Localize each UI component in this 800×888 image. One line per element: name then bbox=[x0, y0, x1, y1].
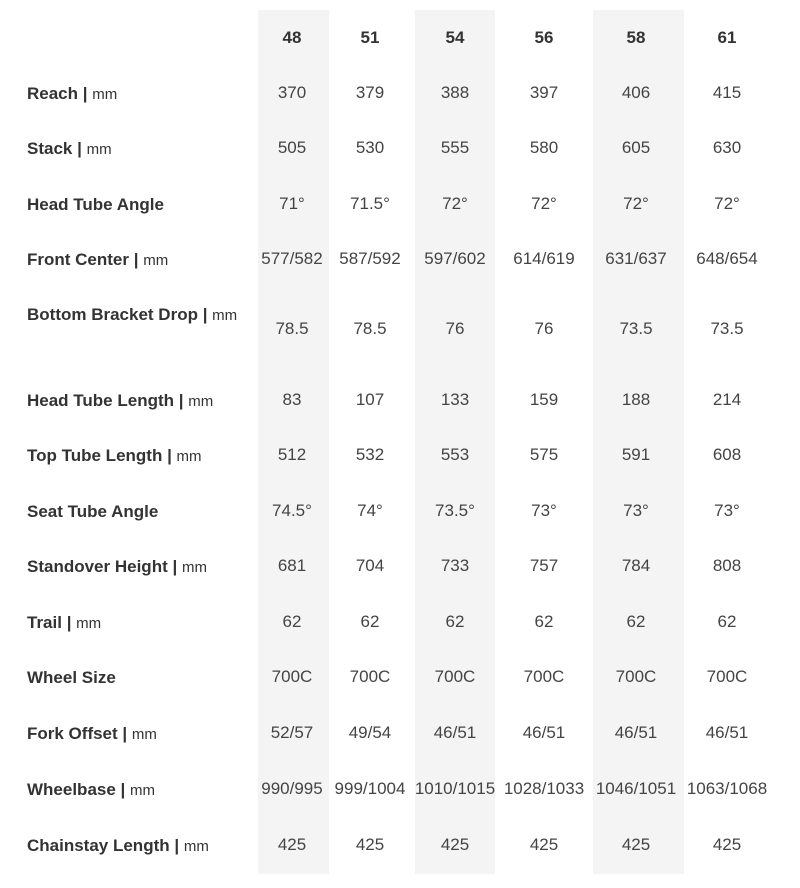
table-cell: 62 bbox=[282, 612, 302, 631]
row-label bbox=[27, 245, 242, 276]
size-header-54: 54 bbox=[445, 28, 465, 47]
row-label-name: Bottom Bracket Drop bbox=[27, 305, 198, 324]
size-header-48: 48 bbox=[282, 28, 302, 47]
table-cell: 614/619 bbox=[513, 249, 575, 268]
table-cell: 76 bbox=[534, 319, 554, 338]
row-label bbox=[27, 552, 242, 583]
table-cell: 83 bbox=[282, 390, 302, 409]
row-label-name: Head Tube Length bbox=[27, 391, 175, 410]
table-cell: 608 bbox=[712, 445, 742, 464]
row-label-unit: mm bbox=[131, 726, 157, 743]
table-cell: 73.5 bbox=[619, 319, 653, 338]
row-label-name: Fork Offset bbox=[27, 724, 118, 743]
row-label-name: Seat Tube Angle bbox=[27, 502, 159, 521]
table-cell: 379 bbox=[355, 83, 385, 102]
table-cell: 62 bbox=[360, 612, 380, 631]
table-cell: 555 bbox=[440, 138, 470, 157]
table-cell: 62 bbox=[534, 612, 554, 631]
table-cell: 49/54 bbox=[348, 723, 392, 742]
table-cell: 700C bbox=[271, 667, 313, 686]
table-cell: 577/582 bbox=[261, 249, 323, 268]
row-label-separator: | bbox=[162, 446, 177, 465]
row-label-unit: mm bbox=[76, 615, 102, 632]
table-cell: 388 bbox=[440, 83, 470, 102]
table-cell: 1010/1015 bbox=[414, 779, 496, 798]
table-cell: 553 bbox=[440, 445, 470, 464]
row-label-unit: mm bbox=[183, 838, 209, 855]
table-cell: 73.5 bbox=[710, 319, 744, 338]
table-cell: 784 bbox=[621, 556, 651, 575]
table-cell: 73° bbox=[623, 501, 649, 520]
table-cell: 62 bbox=[626, 612, 646, 631]
table-cell: 808 bbox=[712, 556, 742, 575]
table-cell: 73° bbox=[714, 501, 740, 520]
table-cell: 580 bbox=[529, 138, 559, 157]
row-label-separator: | bbox=[61, 613, 77, 632]
table-cell: 505 bbox=[277, 138, 307, 157]
table-cell: 62 bbox=[445, 612, 465, 631]
row-label bbox=[27, 775, 242, 806]
table-cell: 73.5° bbox=[435, 501, 475, 520]
table-cell: 605 bbox=[621, 138, 651, 157]
row-label bbox=[27, 663, 242, 693]
table-cell: 648/654 bbox=[696, 249, 758, 268]
row-label-name: Wheel Size bbox=[27, 668, 116, 687]
table-cell: 133 bbox=[440, 390, 470, 409]
table-cell: 406 bbox=[621, 83, 651, 102]
row-label bbox=[27, 300, 242, 331]
row-label bbox=[27, 497, 242, 527]
table-cell: 72° bbox=[442, 194, 468, 213]
row-label bbox=[27, 831, 242, 862]
row-label bbox=[27, 134, 242, 165]
table-cell: 46/51 bbox=[705, 723, 749, 742]
table-cell: 591 bbox=[621, 445, 651, 464]
table-cell: 1063/1068 bbox=[686, 779, 768, 798]
row-label-name: Chainstay Length bbox=[27, 836, 170, 855]
row-label-unit: mm bbox=[92, 86, 118, 103]
table-cell: 597/602 bbox=[424, 249, 486, 268]
table-cell: 425 bbox=[529, 835, 559, 854]
row-label-separator: | bbox=[78, 84, 93, 103]
table-cell: 76 bbox=[445, 319, 465, 338]
row-label-separator: | bbox=[115, 780, 131, 799]
row-label-name: Reach bbox=[27, 84, 79, 103]
row-label-name: Top Tube Length bbox=[27, 446, 163, 465]
table-cell: 52/57 bbox=[270, 723, 314, 742]
table-cell: 71.5° bbox=[350, 194, 390, 213]
table-cell: 370 bbox=[277, 83, 307, 102]
table-cell: 700C bbox=[706, 667, 748, 686]
row-label-separator: | bbox=[174, 391, 189, 410]
row-label-name: Front Center bbox=[27, 250, 129, 269]
row-label bbox=[27, 190, 242, 220]
size-header-56: 56 bbox=[534, 28, 554, 47]
table-cell: 700C bbox=[615, 667, 657, 686]
table-cell: 188 bbox=[621, 390, 651, 409]
table-cell: 74° bbox=[357, 501, 383, 520]
row-label-separator: | bbox=[167, 557, 182, 576]
table-cell: 425 bbox=[277, 835, 307, 854]
row-label-separator: | bbox=[117, 724, 132, 743]
table-cell: 74.5° bbox=[272, 501, 312, 520]
table-cell: 397 bbox=[529, 83, 559, 102]
row-label-name: Stack bbox=[27, 139, 73, 158]
table-cell: 1028/1033 bbox=[503, 779, 585, 798]
table-cell: 72° bbox=[714, 194, 740, 213]
table-cell: 46/51 bbox=[614, 723, 658, 742]
table-cell: 1046/1051 bbox=[595, 779, 677, 798]
table-cell: 107 bbox=[355, 390, 385, 409]
row-label-unit: mm bbox=[86, 141, 112, 158]
table-cell: 415 bbox=[712, 83, 742, 102]
row-label-name: Standover Height bbox=[27, 557, 168, 576]
table-cell: 73° bbox=[531, 501, 557, 520]
row-label-unit: mm bbox=[181, 559, 207, 576]
table-cell: 78.5 bbox=[353, 319, 387, 338]
row-label bbox=[27, 79, 242, 110]
table-cell: 46/51 bbox=[433, 723, 477, 742]
table-cell: 62 bbox=[717, 612, 737, 631]
row-label-unit: mm bbox=[188, 393, 214, 410]
table-cell: 425 bbox=[621, 835, 651, 854]
table-cell: 512 bbox=[277, 445, 307, 464]
row-label bbox=[27, 719, 242, 750]
table-cell: 631/637 bbox=[605, 249, 667, 268]
table-cell: 700C bbox=[434, 667, 476, 686]
table-cell: 46/51 bbox=[522, 723, 566, 742]
row-label bbox=[27, 386, 242, 417]
table-cell: 530 bbox=[355, 138, 385, 157]
table-cell: 733 bbox=[440, 556, 470, 575]
table-cell: 532 bbox=[355, 445, 385, 464]
row-label-name: Wheelbase bbox=[27, 780, 116, 799]
table-cell: 425 bbox=[440, 835, 470, 854]
row-label-name: Trail bbox=[27, 613, 62, 632]
table-cell: 78.5 bbox=[275, 319, 309, 338]
table-cell: 72° bbox=[623, 194, 649, 213]
table-cell: 575 bbox=[529, 445, 559, 464]
row-label bbox=[27, 608, 242, 639]
row-label-separator: | bbox=[169, 836, 184, 855]
table-cell: 999/1004 bbox=[334, 779, 406, 798]
row-label-unit: mm bbox=[212, 307, 238, 324]
row-label-unit: mm bbox=[143, 252, 169, 269]
size-header-58: 58 bbox=[626, 28, 646, 47]
table-cell: 700C bbox=[349, 667, 391, 686]
row-label-separator: | bbox=[72, 139, 87, 158]
table-cell: 159 bbox=[529, 390, 559, 409]
table-cell: 757 bbox=[529, 556, 559, 575]
table-cell: 71° bbox=[279, 194, 305, 213]
table-cell: 630 bbox=[712, 138, 742, 157]
row-label-unit: mm bbox=[176, 448, 202, 465]
table-cell: 587/592 bbox=[339, 249, 401, 268]
row-label bbox=[27, 441, 242, 472]
size-header-51: 51 bbox=[360, 28, 380, 47]
table-cell: 990/995 bbox=[261, 779, 323, 798]
row-label-name: Head Tube Angle bbox=[27, 195, 164, 214]
row-label-separator: | bbox=[129, 250, 144, 269]
table-cell: 700C bbox=[523, 667, 565, 686]
table-cell: 681 bbox=[277, 556, 307, 575]
table-cell: 72° bbox=[531, 194, 557, 213]
row-label-unit: mm bbox=[130, 782, 156, 799]
table-cell: 425 bbox=[355, 835, 385, 854]
table-cell: 214 bbox=[712, 390, 742, 409]
table-cell: 704 bbox=[355, 556, 385, 575]
row-label-separator: | bbox=[197, 305, 213, 324]
size-header-61: 61 bbox=[717, 28, 737, 47]
table-cell: 425 bbox=[712, 835, 742, 854]
